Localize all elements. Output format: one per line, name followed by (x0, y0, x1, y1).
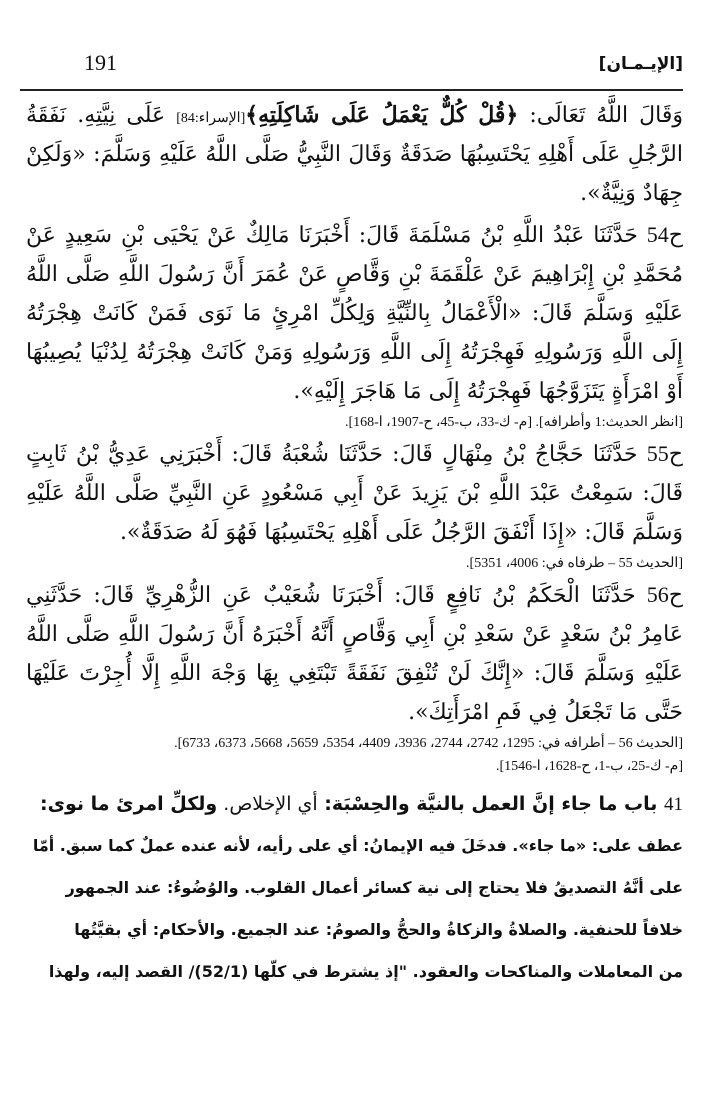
hadith-text: حَدَّثَنَا الْحَكَمُ بْنُ نَافِعٍ قَالَ: أَخْبَرَنَا شُعَيْبٌ عَنِ الزُّهْرِيِّ قَالَ: حَدَّثَنِي عَامِرُ بْنُ سَعْدٍ عَنْ سَعْدِ بْنِ أَبِي وَقَّاصٍ أَنَّهُ أَخْبَرَهُ أَنَّ رَسُولَ اللَّهِ صَلَّى اللَّهُ عَلَيْهِ وَسَلَّمَ قَالَ: «إِنَّكَ لَنْ تُنْفِقَ نَفَقَةً تَبْتَغِي بِهَا وَجْهَ اللَّهِ إِلَّا أُجِرْتَ عَلَيْهَا حَتَّى مَا تَجْعَلُ فِي فَمِ امْرَأَتِكَ». (26, 583, 683, 725)
chapter-number: 41 (664, 794, 683, 815)
hadith-number: 55 (646, 441, 669, 466)
hadith-prefix: ح (668, 223, 683, 248)
hadith-number: 56 (646, 582, 669, 607)
commentary-line: عطف على: «ما جاء». فدخَلَ فيه الإيمانُ: أي على رأيه، لأنه عنده عملٌ كما سبق. أمّا (32, 836, 683, 855)
commentary-line: على أنَّهُ التصديقُ فلا يحتاج إلى نية كسائر أعمال القلوب. والوُضُوءُ: عند الجمهور (65, 878, 683, 897)
page-header (20, 40, 683, 88)
hadith-number: 54 (646, 222, 669, 247)
hadith-56-note-2: [م- ك-25، ب-1، ح-1628، ا-1546]. (495, 759, 683, 774)
hadith-prefix: ح (668, 442, 683, 467)
intro-paragraph (26, 96, 683, 213)
hadith-55 (26, 434, 683, 552)
hadith-54-note: [انظر الحديث:1 وأطرافه]. [م- ك-33، ب-45، ح-1907، ا-168]. (344, 415, 683, 430)
hadith-55-note: [الحديث 55 – طرفاه في: 4006، 5351]. (466, 556, 683, 571)
header-divider (20, 89, 683, 91)
chapter-gloss: أي الإخلاص. (217, 793, 318, 815)
intro-continuation: عَلَى نِيَّتِهِ. نَفَقَةُ الرَّجُلِ عَلَى أَهْلِهِ يَحْتَسِبُهَا صَدَقَةٌ وَقَالَ النَّبِيُّ صَلَّى اللَّهُ عَلَيْهِ وَسَلَّمَ: «وَلَكِنْ جِهَادٌ وَنِيَّةٌ». (26, 103, 683, 206)
hadith-text: حَدَّثَنَا عَبْدُ اللَّهِ بْنُ مَسْلَمَةَ قَالَ: أَخْبَرَنَا مَالِكٌ عَنْ يَحْيَى بْنِ سَعِيدٍ عَنْ مُحَمَّدِ بْنِ إِبْرَاهِيمَ عَنْ عَلْقَمَةَ بْنِ وَقَّاصٍ عَنْ عُمَرَ أَنَّ رَسُولَ اللَّهِ صَلَّى اللَّهُ عَلَيْهِ وَسَلَّمَ قَالَ: «الْأَعْمَالُ بِالنِّيَّةِ وَلِكُلِّ امْرِئٍ مَا نَوَى فَمَنْ كَانَتْ هِجْرَتُهُ إِلَى اللَّهِ وَرَسُولِهِ فَهِجْرَتُهُ إِلَى اللَّهِ وَرَسُولِهِ وَمَنْ كَانَتْ هِجْرَتُهُ لِدُنْيَا يُصِيبُهَا أَوْ امْرَأَةٍ يَتَزَوَّجُهَا فَهِجْرَتُهُ إِلَى مَا هَاجَرَ إِلَيْهِ». (26, 223, 684, 404)
chapter-title-tail: ولكلِّ امرئ ما نوى: (39, 793, 218, 815)
intro-text: وَقَالَ اللَّهُ تَعَالَى: (518, 103, 684, 128)
page-body (26, 96, 683, 993)
chapter-title: باب ما جاء إنَّ العمل بالنيَّة والحِسْبَة: (317, 793, 664, 815)
hadith-prefix: ح (668, 583, 683, 608)
page-number: 191 (84, 50, 117, 75)
section-title: [الإيـمـان] (598, 54, 683, 74)
verse-reference: [الإسراء:84] (176, 111, 246, 126)
hadith-54 (26, 215, 683, 411)
quran-verse: ﴿قُلْ كُلٌّ يَعْمَلُ عَلَى شَاكِلَتِهِ﴾ (245, 102, 519, 128)
hadith-text: حَدَّثَنَا حَجَّاجُ بْنُ مِنْهَالٍ قَالَ: حَدَّثَنَا شُعْبَةُ قَالَ: أَخْبَرَنِي عَدِيُّ بْنُ ثَابِتٍ قَالَ: سَمِعْتُ عَبْدَ اللَّهِ بْنَ يَزِيدَ عَنْ أَبِي مَسْعُودٍ عَنِ النَّبِيِّ صَلَّى اللَّهُ عَلَيْهِ وَسَلَّمَ قَالَ: «إِذَا أَنْفَقَ الرَّجُلُ عَلَى أَهْلِهِ يَحْتَسِبُهَا فَهُوَ لَهُ صَدَقَةٌ». (26, 442, 683, 545)
hadith-56 (26, 575, 683, 732)
commentary-line: من المعاملات والمناكحات والعقود. "إذ يشترط في كلّها (52/1)/ القصد إليه، ولهذا (48, 962, 683, 981)
hadith-56-note: [الحديث 56 – أطرافه في: 1295، 2742، 2744، 3936، 4409، 5354، 5659، 5668، 6373، 6733]. (174, 736, 683, 751)
chapter-heading (26, 784, 683, 825)
commentary-line: خلافاً للحنفية. والصلاةُ والزكاةُ والحجُّ والصومُ: عند الجميع. والأحكام: أي بقيَّتُها (74, 920, 683, 939)
